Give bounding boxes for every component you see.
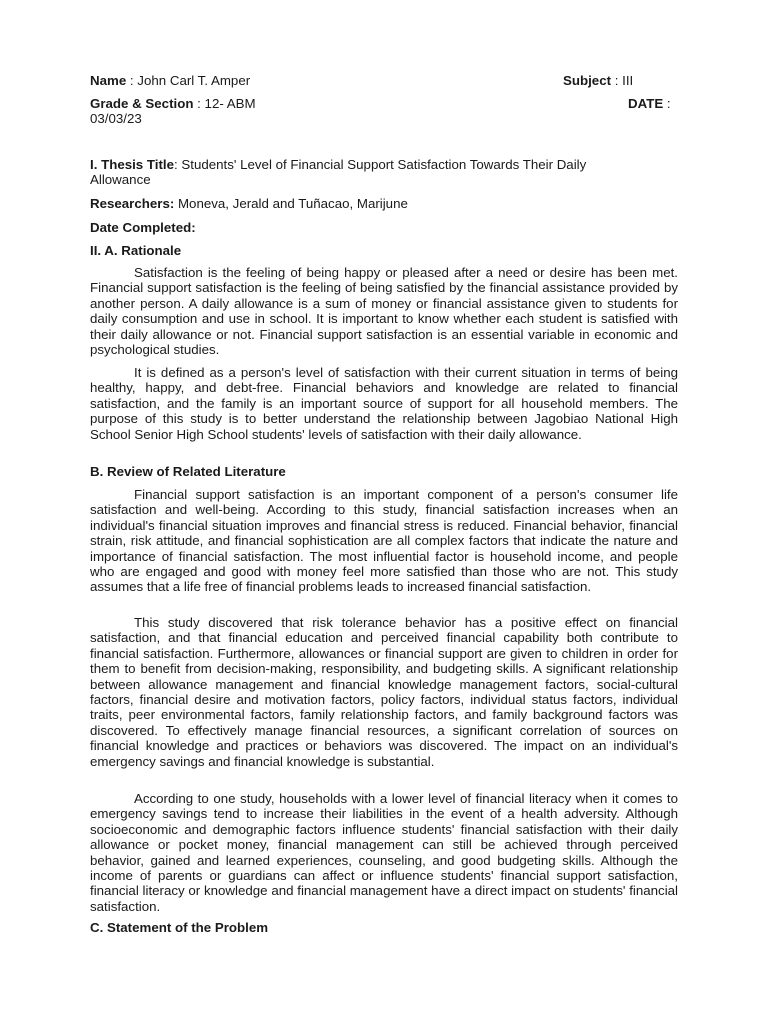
- grade-value: : 12- ABM: [197, 96, 256, 111]
- date-value: 03/03/23: [90, 111, 142, 126]
- review-paragraph: This study discovered that risk tolerance behavior has a positive effect on financial satisfaction, and that financial education and perceived financial capability both contribute to financial satisfaction. Furthermore, allowances or financial support are given to children in order for them to benefit from decision-making, responsibility, and budgeting skills. A significant relationship between allowance management and financial knowledge management factors, social-cultural factors, financial desire and motivation factors, policy factors, individual status factors, individual traits, peer environmental factors, family relationship factors, and family background factors was discovered. To effectively manage financial resources, a significant correlation of sources on financial knowledge and practices or behaviors was discovered. The impact on an individual's emergency savings and financial knowledge is substantial.: [90, 615, 678, 769]
- subject-value: : III: [614, 73, 634, 88]
- researchers-label: Researchers:: [90, 196, 175, 211]
- grade-line: [90, 96, 256, 111]
- review-para-2-block: [90, 615, 678, 769]
- problem-heading: C. Statement of the Problem: [90, 920, 269, 935]
- subject-label: Subject: [563, 73, 612, 88]
- rationale-paragraph: Satisfaction is the feeling of being happy or pleased after a need or desire has been met. Financial support satisfaction is the feeling of being satisfied by the financial assistance provided by another person. A daily allowance is a sum of money or financial assistance given to students for daily consumption and use in school. It is important to know whether each student is satisfied with their daily allowance or not. Financial support satisfaction is an essential variable in economic and psychological studies.: [90, 265, 678, 358]
- date-label: DATE: [628, 96, 664, 111]
- review-para-3-block: [90, 791, 678, 914]
- thesis-line: [90, 157, 586, 172]
- researchers-value: Moneva, Jerald and Tuñacao, Marijune: [177, 196, 408, 211]
- date-colon: :: [666, 96, 671, 111]
- name-value: : John Carl T. Amper: [129, 73, 251, 88]
- review-heading: B. Review of Related Literature: [90, 464, 286, 479]
- date-line: [628, 96, 671, 111]
- researchers-line: [90, 196, 408, 211]
- name-line: [90, 73, 250, 88]
- thesis-title-cont: Allowance: [90, 172, 151, 187]
- review-paragraph: According to one study, households with a lower level of financial literacy when it comes to emergency savings tend to increase their liabilities in the event of a health adversity. Although socioeconomic and demographic factors influence students' financial satisfaction with their daily allowance or pocket money, financial management can still be achieved through perceived behavior, gained and learned experiences, counseling, and good budgeting skills. Although the income of parents or guardians can affect or influence students' financial support satisfaction, financial literacy or knowledge and financial management have a direct impact on students' financial satisfaction.: [90, 791, 678, 914]
- grade-label: Grade & Section: [90, 96, 194, 111]
- date-completed-label: Date Completed:: [90, 220, 196, 235]
- review-para-1-block: [90, 487, 678, 595]
- review-paragraph: Financial support satisfaction is an important component of a person's consumer life satisfaction and well-being. According to this study, financial satisfaction increases when an individual's financial situation improves and financial stress is reduced. Financial behavior, financial strain, risk attitude, and financial sophistication are all complex factors that indicate the nature and importance of financial satisfaction. The most influential factor is household income, and people who are engaged and good with money feel more satisfied than those who are not. This study assumes that a life free of financial problems leads to increased financial satisfaction.: [90, 487, 678, 595]
- rationale-para-1-block: [90, 265, 678, 357]
- thesis-title: : Students' Level of Financial Support Satisfaction Towards Their Daily: [174, 157, 587, 172]
- name-label: Name: [90, 73, 127, 88]
- rationale-para-2-block: [90, 365, 678, 442]
- rationale-heading: II. A. Rationale: [90, 243, 182, 258]
- subject-line: [563, 73, 633, 88]
- thesis-label: I. Thesis Title: [90, 157, 174, 172]
- rationale-paragraph: It is defined as a person's level of satisfaction with their current situation in terms of being healthy, happy, and debt-free. Financial behaviors and knowledge are related to financial satisfaction, and the family is an important source of support for all household members. The purpose of this study is to better understand the relationship between Jagobiao National High School Senior High School students' levels of satisfaction with their daily allowance.: [90, 365, 678, 442]
